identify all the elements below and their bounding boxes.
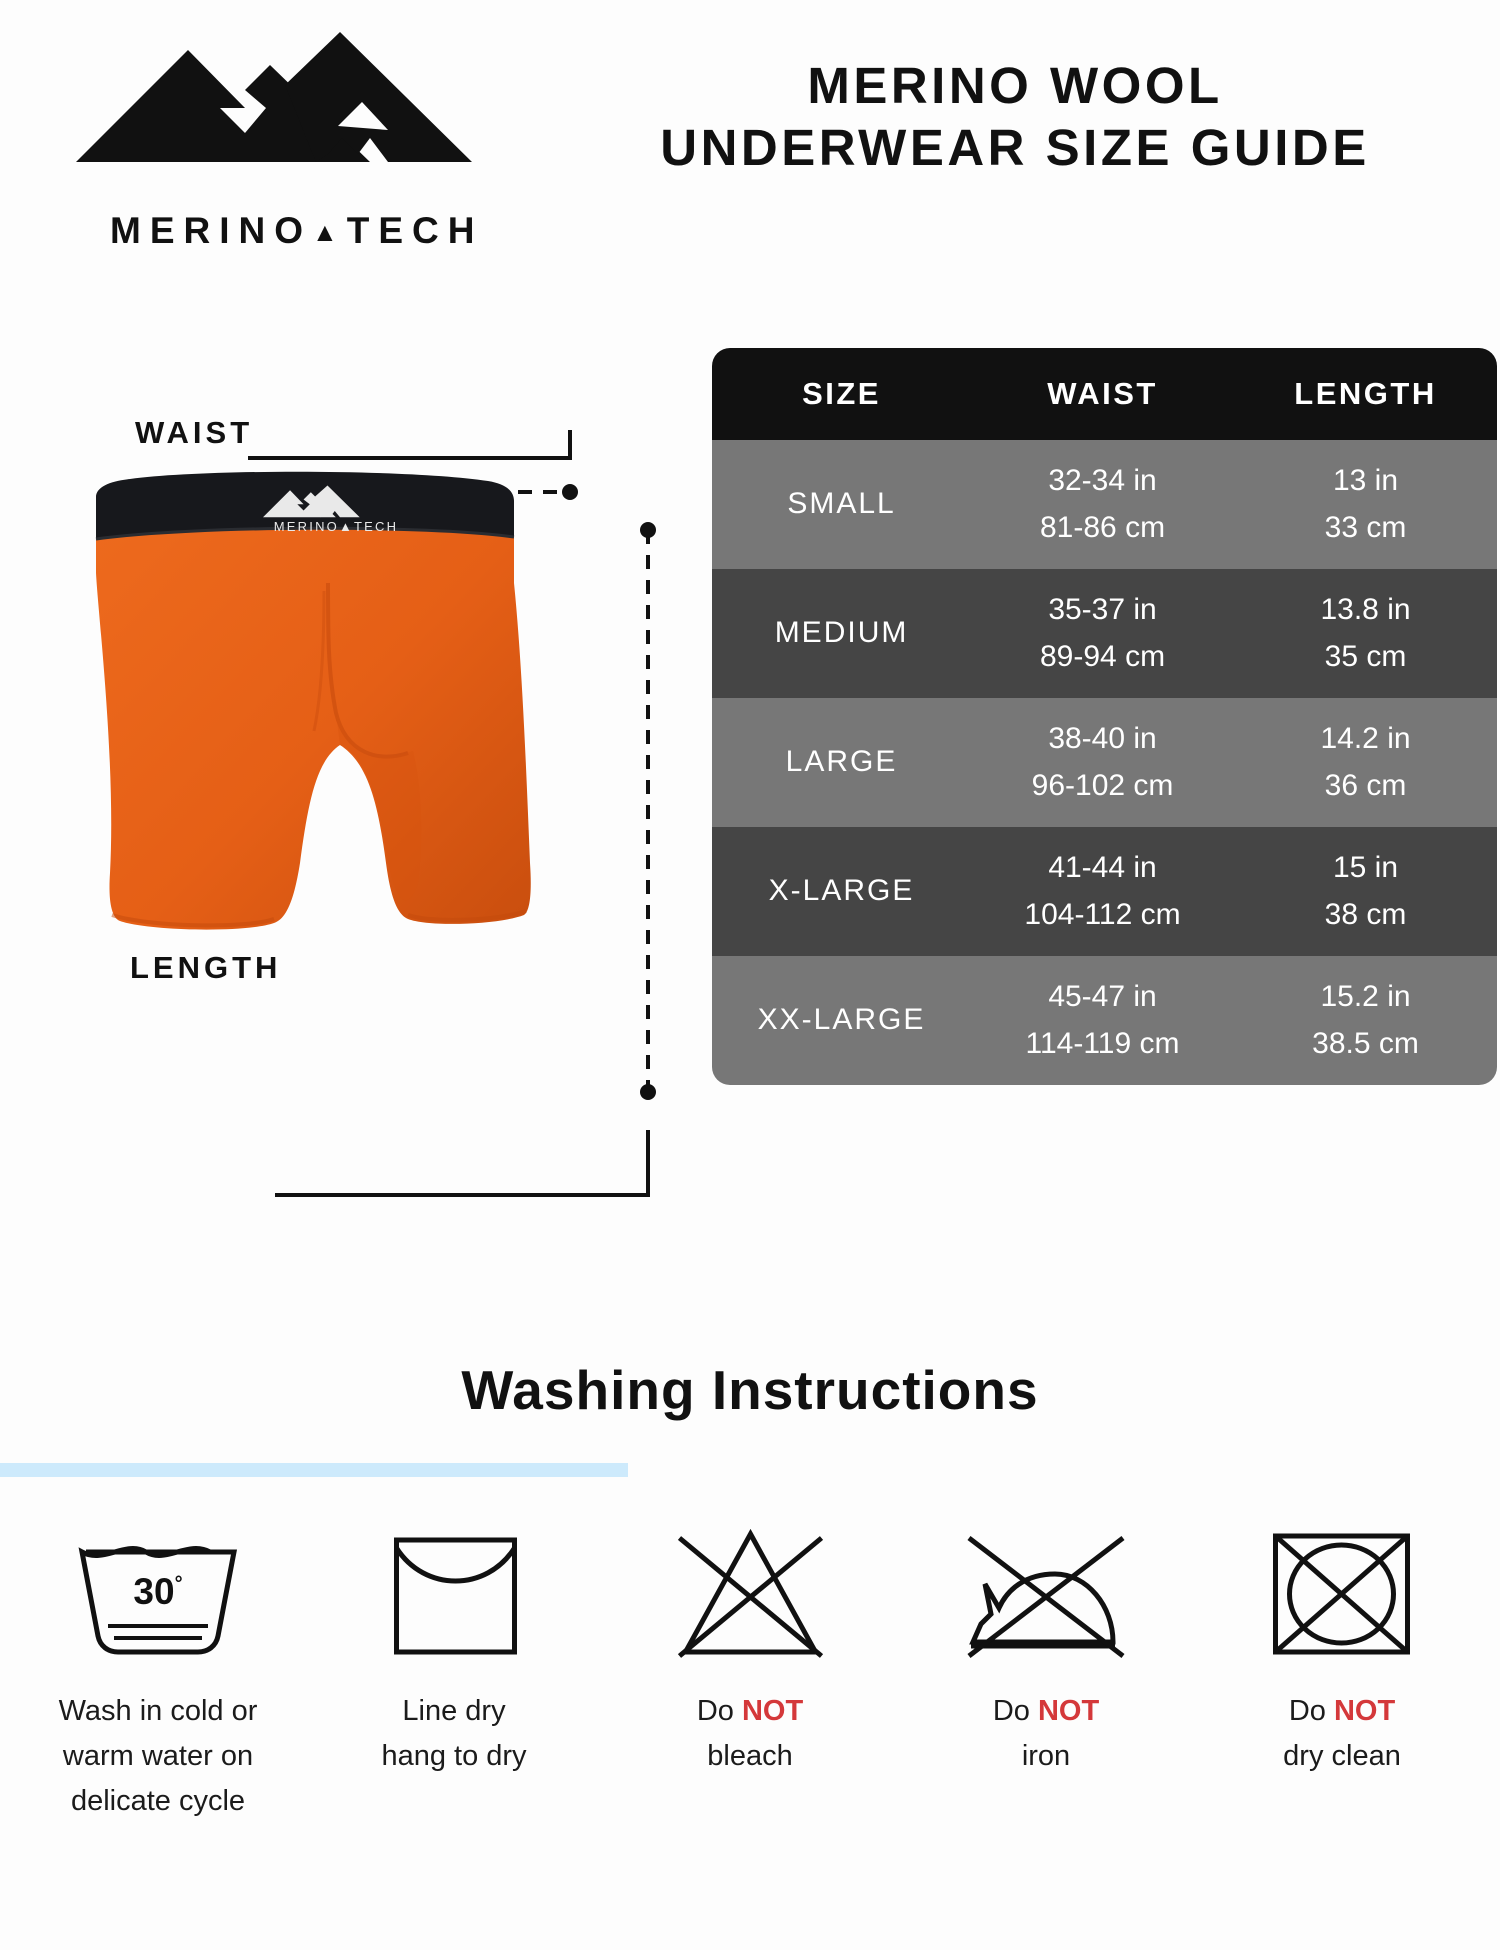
orange-boxer-briefs-image	[78, 463, 588, 973]
cell-length	[1234, 827, 1497, 956]
cell-length-cm: 35 cm	[1324, 639, 1407, 673]
mountain-logo-icon	[70, 30, 480, 170]
wash-temperature: 30	[133, 1570, 175, 1612]
wash-instruction-caption	[993, 1689, 1099, 1779]
cell-size: SMALL	[787, 487, 896, 521]
cell-waist-inches: 38-40 in	[1048, 722, 1157, 755]
column-header-length: LENGTH	[1234, 348, 1497, 440]
size-chart-table	[712, 348, 1497, 1085]
cell-waist-cm: 81-86 cm	[1040, 510, 1166, 544]
wash-instruction-item	[610, 1510, 890, 1930]
cell-length-cm: 33 cm	[1324, 510, 1407, 544]
cell-length-inches: 15 in	[1332, 851, 1399, 884]
cell-length-cm: 36 cm	[1324, 768, 1407, 802]
column-header-waist: WAIST	[971, 348, 1234, 440]
do-not-dry-clean-circle-crossed-icon	[1227, 1510, 1457, 1675]
caption-line	[993, 1689, 1099, 1734]
caption-prefix: Do	[1288, 1695, 1334, 1727]
cell-length-cm: 38 cm	[1324, 897, 1407, 931]
table-header-row	[712, 348, 1497, 440]
cell-size: MEDIUM	[774, 616, 909, 650]
brand-divider-icon: ▲	[312, 217, 347, 247]
caption-line: warm water on	[62, 1739, 254, 1772]
table-row	[712, 440, 1497, 569]
cell-length	[1234, 569, 1497, 698]
caption-prefix: Do	[992, 1695, 1038, 1727]
cell-length-inches: 13 in	[1332, 464, 1399, 497]
table-row	[712, 956, 1497, 1085]
cell-length-inches: 15.2 in	[1320, 980, 1411, 1013]
measurement-diagram	[0, 330, 700, 1290]
wash-tub-30-degrees-icon	[43, 1510, 273, 1675]
page-title-line-1: MERINO WOOL	[807, 57, 1223, 114]
cell-size: X-LARGE	[768, 874, 915, 908]
brand-name-left: MERINO	[110, 210, 312, 251]
cell-waist	[971, 440, 1234, 569]
caption-not: NOT	[1037, 1695, 1100, 1727]
table-row	[712, 827, 1497, 956]
cell-waist-cm: 104-112 cm	[1024, 897, 1181, 931]
svg-text:30°: 30°	[133, 1570, 183, 1612]
page-title	[585, 55, 1445, 179]
caption-line	[1283, 1689, 1401, 1734]
cell-waist-cm: 114-119 cm	[1025, 1026, 1180, 1060]
length-label: LENGTH	[130, 950, 282, 985]
waistband-brand-text: MERINO▲TECH	[273, 519, 399, 534]
wash-instruction-item	[1202, 1510, 1482, 1930]
cell-length	[1234, 698, 1497, 827]
waist-label: WAIST	[135, 415, 254, 450]
wash-instruction-item	[18, 1510, 298, 1930]
cell-length	[1234, 440, 1497, 569]
caption-line: Wash in cold or	[58, 1695, 258, 1727]
caption-line: hang to dry	[381, 1739, 527, 1772]
caption-not: NOT	[1333, 1695, 1396, 1727]
cell-length-cm: 38.5 cm	[1312, 1026, 1419, 1060]
cell-waist-inches: 35-37 in	[1048, 593, 1157, 626]
washing-instructions-title: Washing Instructions	[461, 1359, 1039, 1421]
table-row	[712, 569, 1497, 698]
cell-length	[1234, 956, 1497, 1085]
washing-instructions-icons	[0, 1510, 1500, 1930]
cell-waist	[971, 698, 1234, 827]
cell-size: XX-LARGE	[757, 1003, 926, 1037]
caption-line: bleach	[707, 1739, 793, 1772]
page-title-line-2: UNDERWEAR SIZE GUIDE	[660, 119, 1370, 177]
caption-line: iron	[1021, 1739, 1071, 1772]
do-not-bleach-triangle-crossed-icon	[635, 1510, 865, 1675]
accent-divider	[0, 1463, 628, 1477]
cell-length-inches: 14.2 in	[1320, 722, 1411, 755]
cell-size: LARGE	[785, 745, 898, 779]
wash-instruction-item	[314, 1510, 594, 1930]
caption-not: NOT	[741, 1695, 804, 1727]
cell-waist-cm: 89-94 cm	[1040, 639, 1166, 673]
wash-instruction-caption	[697, 1689, 803, 1779]
cell-waist-inches: 32-34 in	[1048, 464, 1157, 497]
caption-line: delicate cycle	[70, 1784, 246, 1817]
cell-waist	[971, 569, 1234, 698]
caption-line: Line dry	[402, 1695, 506, 1727]
wash-instruction-caption	[1283, 1689, 1401, 1779]
cell-waist-cm: 96-102 cm	[1031, 768, 1174, 802]
cell-waist	[971, 956, 1234, 1085]
table-row	[712, 698, 1497, 827]
brand-name-right: TECH	[346, 210, 484, 251]
cell-waist	[971, 827, 1234, 956]
page-header	[0, 0, 1500, 265]
caption-prefix: Do	[696, 1695, 742, 1727]
cell-length-inches: 13.8 in	[1320, 593, 1411, 626]
wash-instruction-caption	[59, 1689, 258, 1824]
cell-waist-inches: 45-47 in	[1048, 980, 1157, 1013]
cell-waist-inches: 41-44 in	[1048, 851, 1157, 884]
column-header-size: SIZE	[712, 348, 971, 440]
caption-line	[697, 1689, 803, 1734]
caption-line: dry clean	[1283, 1739, 1401, 1772]
line-dry-square-icon	[339, 1510, 569, 1675]
brand-wordmark	[110, 210, 483, 252]
brand-logo	[60, 30, 484, 251]
wash-instruction-caption	[381, 1689, 526, 1779]
wash-instruction-item	[906, 1510, 1186, 1930]
do-not-iron-crossed-icon	[931, 1510, 1161, 1675]
